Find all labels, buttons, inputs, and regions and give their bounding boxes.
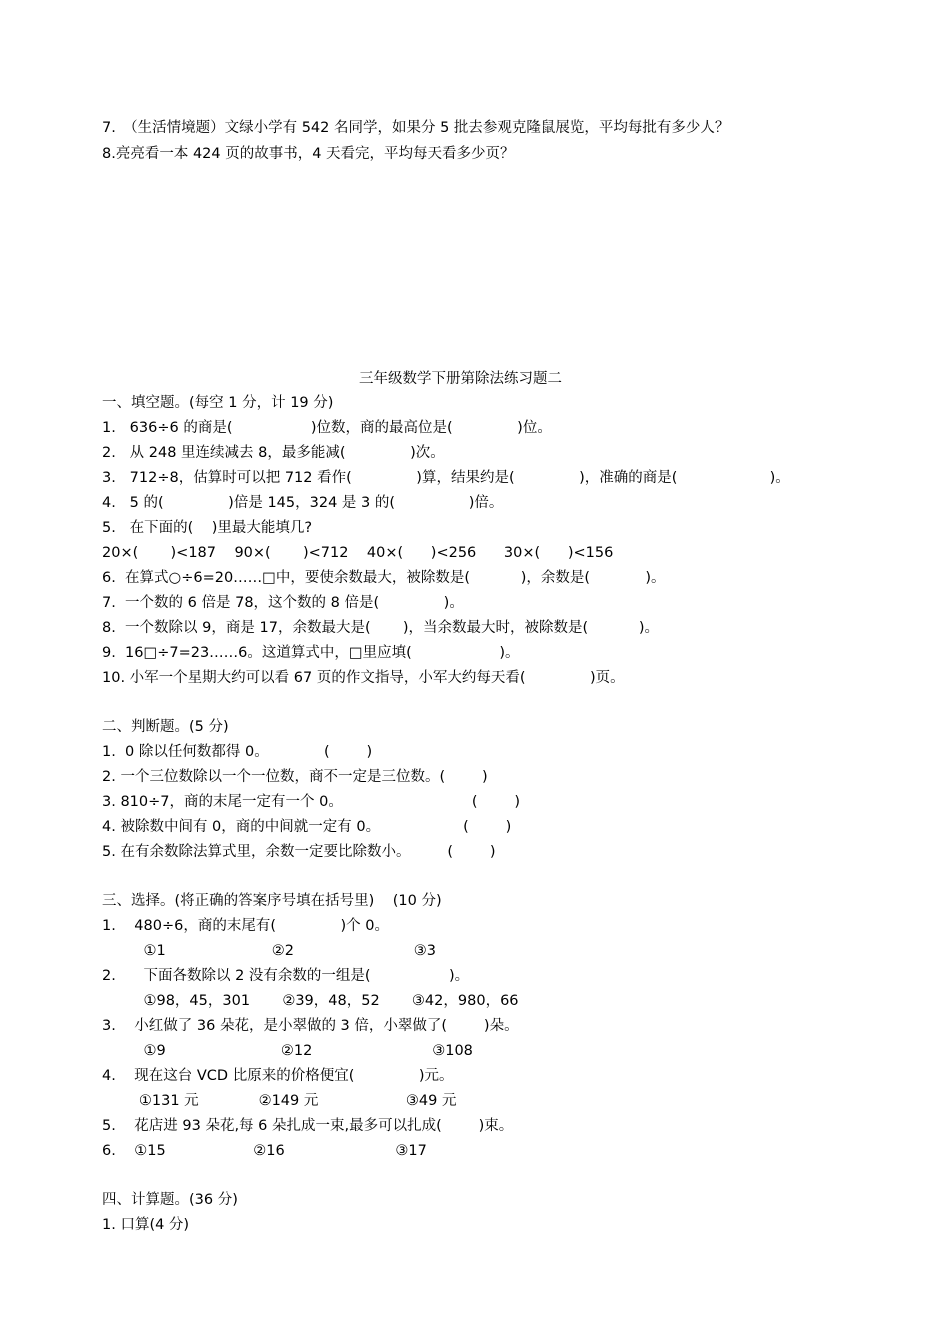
question-item: 1. 480÷6，商的末尾有( )个 0。 (102, 918, 389, 934)
section-heading: 四、计算题。(36 分) (102, 1192, 238, 1208)
choice-options: ①131 元 ②149 元 ③49 元 (102, 1093, 457, 1109)
question-item: 20×( )<187 90×( )<712 40×( )<256 30×( )<156 (102, 545, 614, 561)
question-item: 2. 一个三位数除以一个一位数，商不一定是三位数。( ) (102, 769, 488, 785)
choice-options: 6. ①15 ②16 ③17 (102, 1143, 427, 1159)
question-item: 7. 一个数的 6 倍是 78，这个数的 8 倍是( )。 (102, 595, 464, 611)
question-item: 3. 小红做了 36 朵花，是小翠做的 3 倍，小翠做了( )朵。 (102, 1018, 519, 1034)
question-7: 7. （生活情境题）文绿小学有 542 名同学，如果分 5 批去参观克隆鼠展览，平均每批有多少人？ (102, 120, 730, 136)
question-item: 4. 5 的( )倍是 145，324 是 3 的( )倍。 (102, 495, 504, 511)
question-item: 2. 从 248 里连续减去 8，最多能减( )次。 (102, 445, 445, 461)
question-item: 9. 16□÷7=23……6。这道算式中，□里应填( )。 (102, 645, 520, 661)
question-item: 4. 被除数中间有 0，商的中间就一定有 0。 ( ) (102, 819, 512, 835)
question-item: 1. 0 除以任何数都得 0。 ( ) (102, 744, 373, 760)
choice-options: ①9 ②12 ③108 (102, 1043, 473, 1059)
question-item: 5. 在有余数除法算式里，余数一定要比除数小。 ( ) (102, 844, 496, 860)
choice-options: ①98，45，301 ②39，48，52 ③42，980，66 (102, 993, 519, 1009)
question-item: 10. 小军一个星期大约可以看 67 页的作文指导，小军大约每天看( )页。 (102, 670, 625, 686)
page-title: 三年级数学下册第除法练习题二 (359, 371, 562, 387)
choice-options: ①1 ②2 ③3 (102, 943, 437, 959)
question-item: 2. 下面各数除以 2 没有余数的一组是( )。 (102, 968, 470, 984)
section-heading: 二、判断题。(5 分) (102, 719, 229, 735)
section-heading: 一、填空题。(每空 1 分，计 19 分) (102, 395, 334, 411)
question-item: 8. 一个数除以 9，商是 17，余数最大是( )，当余数最大时，被除数是( )。 (102, 620, 660, 636)
question-item: 4. 现在这台 VCD 比原来的价格便宜( )元。 (102, 1068, 454, 1084)
question-item: 3. 712÷8，估算时可以把 712 看作( )算，结果约是( )，准确的商是( )。 (102, 470, 790, 486)
question-item: 6. 在算式○÷6=20……□中，要使余数最大，被除数是( )，余数是( )。 (102, 570, 666, 586)
question-item: 5. 花店进 93 朵花,每 6 朵扎成一束,最多可以扎成( )束。 (102, 1118, 514, 1134)
question-item: 1. 636÷6 的商是( )位数，商的最高位是( )位。 (102, 420, 552, 436)
question-item: 5. 在下面的( )里最大能填几? (102, 520, 313, 536)
section-heading: 三、选择。(将正确的答案序号填在括号里) (10 分) (102, 893, 442, 909)
question-item: 3. 810÷7，商的末尾一定有一个 0。 ( ) (102, 794, 521, 810)
question-8: 8.亮亮看一本 424 页的故事书，4 天看完，平均每天看多少页？ (102, 146, 515, 162)
question-item: 1. 口算(4 分) (102, 1217, 190, 1233)
